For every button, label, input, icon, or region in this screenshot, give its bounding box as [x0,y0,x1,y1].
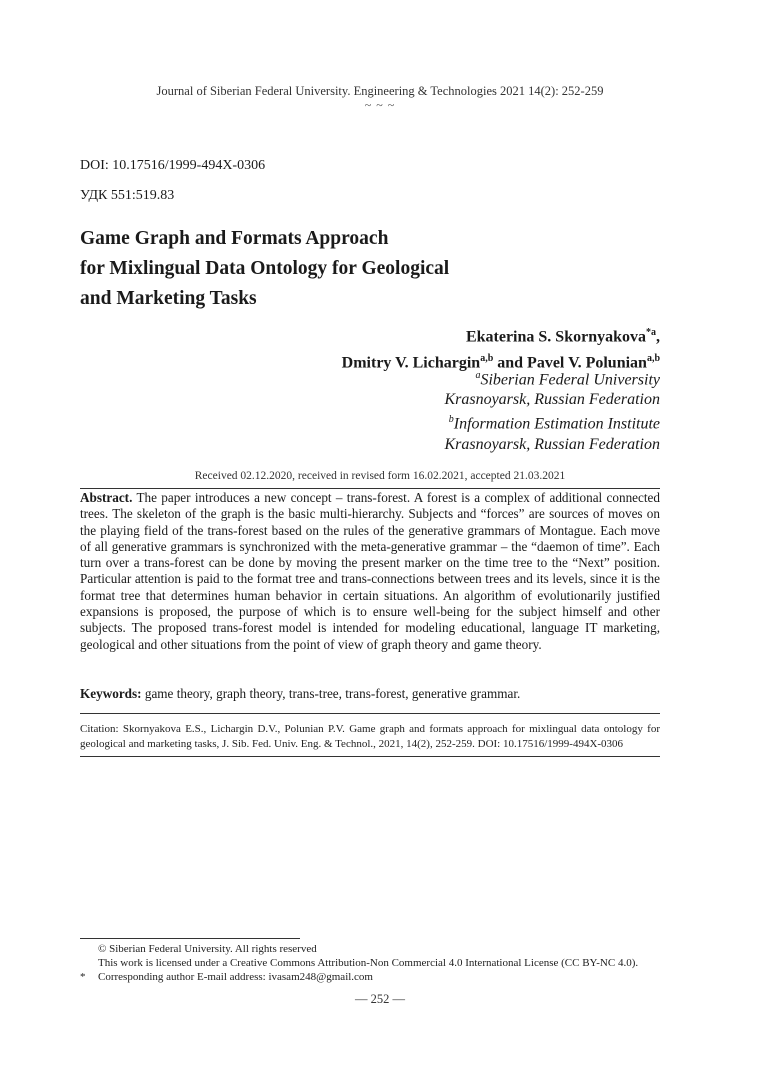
title-line: and Marketing Tasks [80,288,257,309]
udk-code: УДК 551:519.83 [80,188,175,203]
divider [80,488,660,489]
affil-place: Krasnoyarsk, Russian Federation [444,391,660,409]
keywords [80,686,660,702]
author-name: Dmitry V. Lichargin [341,354,481,372]
keywords-text: game theory, graph theory, trans-tree, trans-forest, generative grammar. [141,686,521,701]
footnote-divider [80,938,300,939]
affil-mark: b [448,414,454,426]
author-separator: and [493,354,528,372]
license-footnote: This work is licensed under a Creative Commons Attribution-Non Commercial 4.0 International License (CC BY-NC 4.0). [98,957,639,969]
keywords-label: Keywords: [80,686,142,701]
paper-title [80,224,600,314]
affil-mark: a [475,370,481,381]
doi: DOI: 10.17516/1999-494X-0306 [80,158,266,173]
author-affil-mark: a,b [646,353,660,365]
affil-place: Krasnoyarsk, Russian Federation [444,435,660,453]
abstract [80,490,660,653]
author-name: Pavel V. Polunian [527,354,647,372]
divider [80,713,660,714]
abstract-label: Abstract. [80,490,133,505]
footnote-star: * [80,971,86,983]
affiliations [444,366,660,455]
author-affil-mark: a,b [480,353,494,365]
page-number: — 252 — [355,992,405,1006]
corresponding-email: Corresponding author E-mail address: ivasam248@gmail.com [98,971,373,983]
author-separator: , [656,328,660,346]
received-dates: Received 02.12.2020, received in revised form 16.02.2021, accepted 21.03.2021 [194,470,566,482]
citation: Citation: Skornyakova E.S., Lichargin D.V., Polunian P.V. Game graph and formats approach for mixlingual data ontology for geological and marketing tasks, J. Sib. Fed. Univ. Eng. & Technol., 2021, 14(2), 252-259. DOI: 10.17516/1999-494X-0306 [80,723,660,750]
title-line: Game Graph and Formats Approach [80,228,389,249]
divider [80,756,660,757]
title-line: for Mixlingual Data Ontology for Geological [80,258,450,279]
corresponding-footnote [80,970,680,984]
author-name: Ekaterina S. Skornyakova [465,328,646,346]
header-ornament: ~ ~ ~ [364,98,396,112]
author-affil-mark: *a [646,327,656,338]
journal-header: Journal of Siberian Federal University. Engineering & Technologies 2021 14(2): 252-259 [156,84,604,98]
affil-name: Siberian Federal University [480,371,660,389]
affil-name: Information Estimation Institute [453,415,660,433]
abstract-text: The paper introduces a new concept – trans-forest. A forest is a complex of additional connected trees. The skeleton of the graph is the basic multi-hierarchy. Subjects and “forces” are sources of moves on the playing field of the trans-forest based on the rules of the generative grammars of Montague. Each move of all generative grammars is synchronized with the meta-generative grammar – the “daemon of time”. Each turn over a trans-forest can be done by moving the present marker on the time tree to the “Next” position. Particular attention is paid to the format tree and trans-connections between trees and its levels, since it is the format tree that determines human behavior in certain situations. An algorithm of evolutionarily justified expansions is proposed, the purpose of which is to ensure well-being for the subject himself and other subjects. The proposed trans-forest model is intended for modeling educational, language IT marketing, geological and other situations from the point of view of graph theory and game theory. [80,490,660,652]
copyright-footnote: © Siberian Federal University. All rights reserved [98,943,317,955]
